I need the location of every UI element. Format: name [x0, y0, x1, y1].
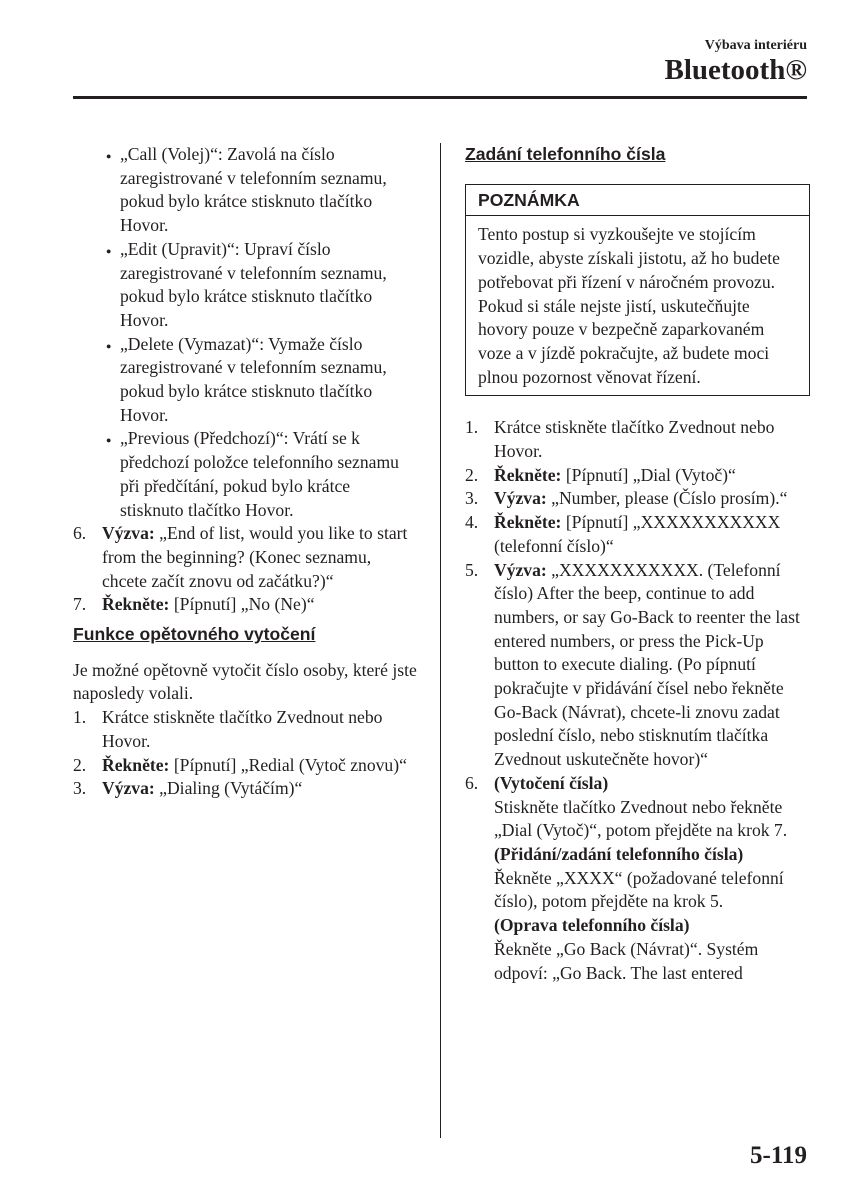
bullet-icon: ●	[106, 340, 112, 351]
redial-intro: Je možné opětovně vytočit číslo osoby, které jste naposledy volali.	[73, 659, 417, 704]
bullet-icon: ●	[106, 151, 112, 161]
note-title: POZNÁMKA	[466, 185, 809, 217]
page-title: Bluetooth®	[664, 54, 807, 86]
left-column	[73, 143, 418, 801]
step-item: 2. Řekněte: [Pípnutí] „Dial (Vytoč)“	[465, 464, 736, 485]
list-item: ● „Delete (Vymazat)“: Vymaže číslo zaregistrované v telefonním seznamu, pokud bylo krátce stisknuto tlačítko Hovor.	[73, 333, 418, 428]
list-item: ● „Call (Volej)“: Zavolá na číslo zaregistrované v telefonním seznamu, pokud bylo krátce stisknuto tlačítko Hovor.	[73, 143, 418, 238]
step-item: 6. (Vytočení čísla) Stiskněte tlačítko Zvednout nebo řekněte „Dial (Vytoč)“, potom přejděte na krok 7. (Přidání/zadání telefonního čísla) Řekněte „XXXX“ (požadované telefonní číslo), potom přejděte na krok 5. (Oprava telefonního čísla) Řekněte „Go Back (Návrat)“. Systém odpoví: „Go Back. The last entered	[465, 772, 810, 985]
step-item: 1. Krátce stiskněte tlačítko Zvednout nebo Hovor.	[73, 707, 383, 751]
bullet-icon: ●	[106, 435, 112, 446]
header-rule	[73, 96, 807, 99]
step-item: 4. Řekněte: [Pípnutí] „XXXXXXXXXXX (telefonní číslo)“	[465, 512, 781, 556]
section-label: Výbava interiéru	[704, 38, 807, 53]
subheading-number-entry: Zadání telefonního čísla	[465, 144, 666, 164]
subheading-redial: Funkce opětovného vytočení	[73, 624, 316, 645]
option-text-correct: Řekněte „Go Back (Návrat)“. Systém odpoví: „Go Back. The last entered	[494, 938, 759, 983]
step-item: 5. Výzva: „XXXXXXXXXXX. (Telefonní číslo) After the beep, continue to add numbers, or say Go-Back to reenter the last entered numbers, or press the Pick-Up button to execute dialing. (Po pípnutí pokračujte v přidávání čísel nebo řekněte Go-Back (Návrat), chcete-li znovu zadat poslední číslo, nebo stisknutím tlačítka Zvednout uskutečněte hovor)“	[465, 559, 800, 770]
step-item: 3. Výzva: „Number, please (Číslo prosím).“	[465, 488, 788, 509]
note-body: Tento postup si vyzkoušejte ve stojícím vozidle, abyste získali jistotu, až ho budete potřebovat při řízení v náročném provozu. Pokud si stále nejste jistí, uskutečňujte hovory pouze v bezpečně zaparkovaném voze a v jízdě pokračujte, až budete moci plnou pozornost věnovat řízení.	[478, 224, 780, 387]
bullet-icon: ●	[106, 245, 112, 256]
note-box	[465, 184, 810, 397]
right-column	[465, 143, 810, 985]
page-number: 5-119	[750, 1142, 807, 1169]
option-title-dial: (Vytočení čísla)	[494, 772, 609, 793]
option-text-dial: Stiskněte tlačítko Zvednout nebo řekněte „Dial (Vytoč)“, potom přejděte na krok 7.	[494, 796, 788, 841]
step-item: 3. Výzva: „Dialing (Vytáčím)“	[73, 778, 303, 799]
step-item: 2. Řekněte: [Pípnutí] „Redial (Vytoč znovu)“	[73, 754, 407, 775]
list-item: ● „Edit (Upravit)“: Upraví číslo zaregistrované v telefonním seznamu, pokud bylo krátce stisknuto tlačítko Hovor.	[73, 238, 418, 333]
step-item: 7. Řekněte: [Pípnutí] „No (Ne)“	[73, 594, 315, 615]
step-item: 1. Krátce stiskněte tlačítko Zvednout nebo Hovor.	[465, 417, 775, 462]
option-title-add: (Přidání/zadání telefonního čísla)	[494, 843, 744, 864]
column-divider	[440, 143, 441, 1138]
option-title-correct: (Oprava telefonního čísla)	[494, 915, 690, 936]
step-item: 6. Výzva: „End of list, would you like to start from the beginning? (Konec seznamu, chcete začít znovu od začátku?)“	[73, 523, 408, 591]
option-text-add: Řekněte „XXXX“ (požadované telefonní číslo), potom přejděte na krok 5.	[494, 867, 784, 912]
list-item: ● „Previous (Předchozí)“: Vrátí se k předchozí položce telefonního seznamu při předčítání, pokud bylo krátce stisknuto tlačítko Hovor.	[73, 427, 418, 522]
